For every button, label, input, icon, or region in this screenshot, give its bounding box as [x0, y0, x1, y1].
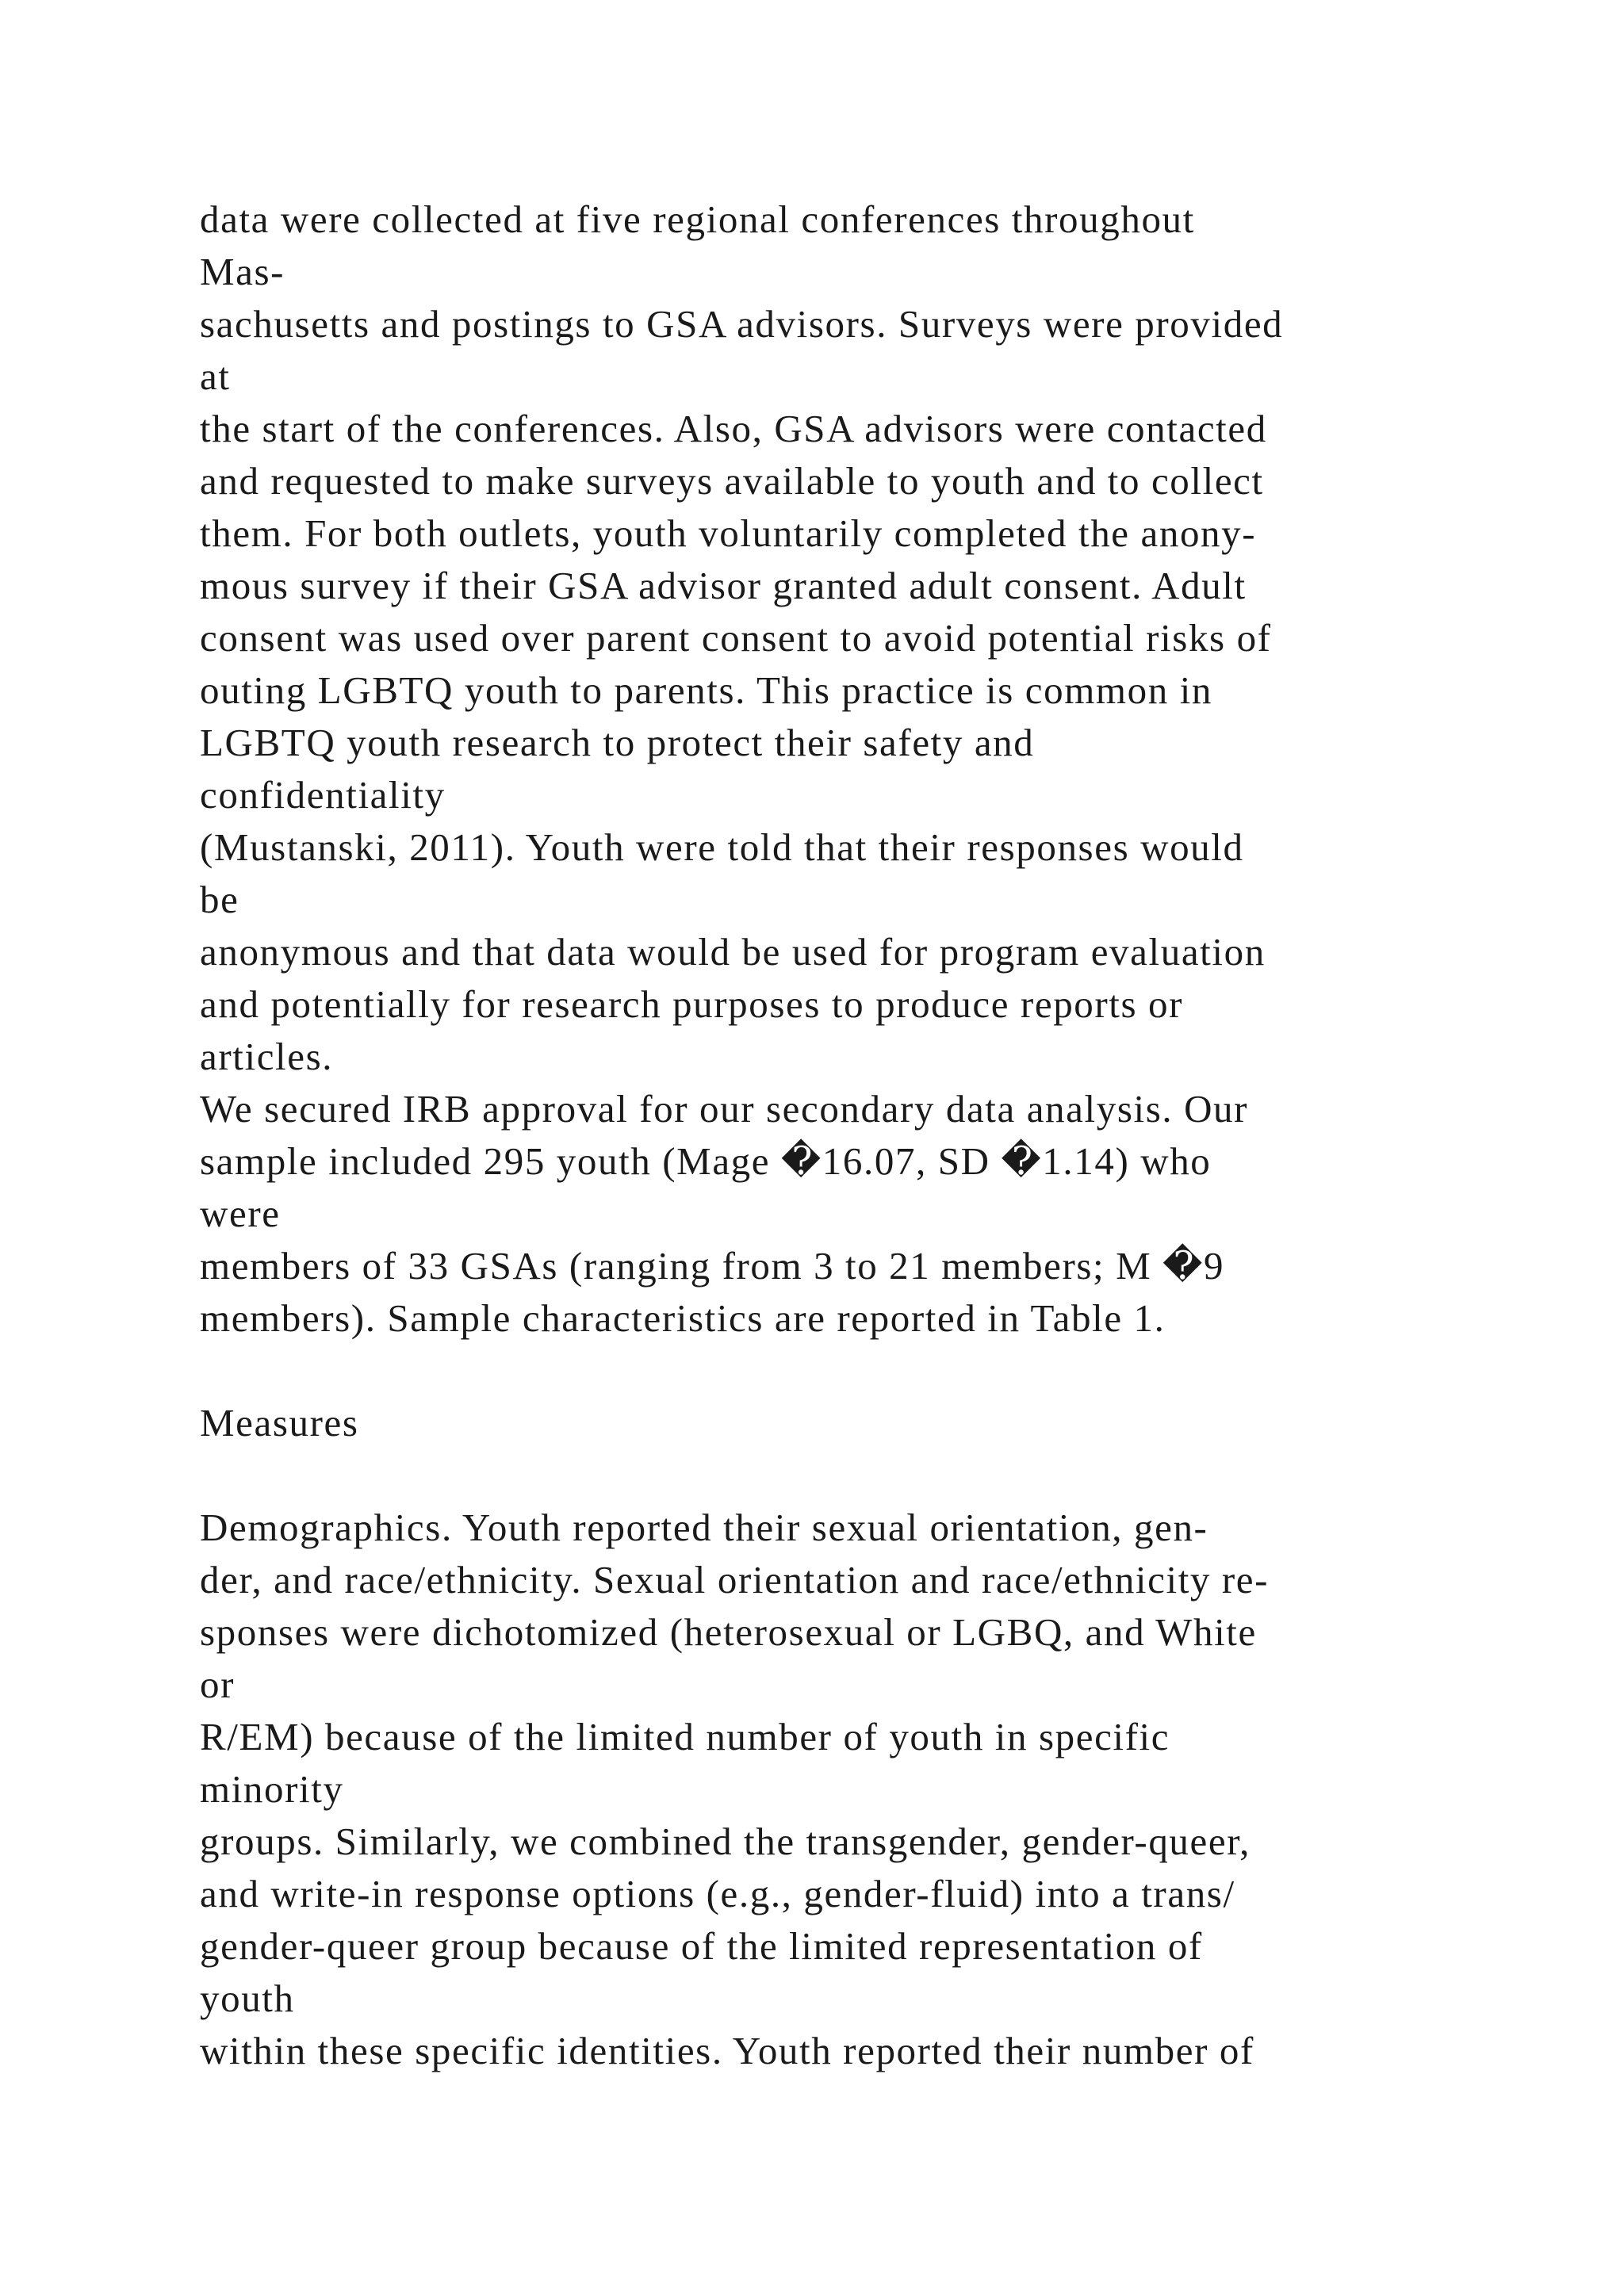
- blank-line: [200, 1345, 1548, 1397]
- text-line: (Mustanski, 2011). Youth were told that their responses would: [200, 825, 1244, 869]
- text-line: consent was used over parent consent to avoid potential risks of: [200, 616, 1272, 660]
- text-line: and write-in response options (e.g., gender-fluid) into a trans/: [200, 1872, 1235, 1915]
- text-line: mous survey if their GSA advisor granted adult consent. Adult: [200, 564, 1247, 607]
- text-line: sachusetts and postings to GSA advisors. Surveys were provided: [200, 302, 1284, 346]
- text-line: Demographics. Youth reported their sexual orientation, gen-: [200, 1506, 1208, 1549]
- text-line: sample included 295 youth (Mage �16.07, SD �1.14) who: [200, 1139, 1212, 1183]
- text-line: articles.: [200, 1035, 334, 1078]
- text-line: or: [200, 1663, 236, 1706]
- text-line: and requested to make surveys available to youth and to collect: [200, 459, 1264, 503]
- text-line: youth: [200, 1976, 295, 2020]
- text-line: der, and race/ethnicity. Sexual orientation and race/ethnicity re-: [200, 1558, 1270, 1601]
- text-line: members of 33 GSAs (ranging from 3 to 21 members; M �9: [200, 1244, 1225, 1288]
- text-line: sponses were dichotomized (heterosexual or LGBQ, and White: [200, 1610, 1257, 1654]
- text-line: confidentiality: [200, 773, 446, 817]
- text-line: outing LGBTQ youth to parents. This practice is common in: [200, 668, 1213, 712]
- text-line: within these specific identities. Youth reported their number of: [200, 2029, 1254, 2072]
- text-line: the start of the conferences. Also, GSA advisors were contacted: [200, 407, 1267, 450]
- text-line: LGBTQ youth research to protect their safety and: [200, 721, 1035, 764]
- text-line: them. For both outlets, youth voluntarily completed the anony-: [200, 511, 1257, 555]
- text-line: Mas-: [200, 250, 285, 293]
- text-line: gender-queer group because of the limited representation of: [200, 1924, 1203, 1968]
- text-line: We secured IRB approval for our secondary data analysis. Our: [200, 1087, 1249, 1131]
- body-text: [200, 193, 1548, 2077]
- text-line: anonymous and that data would be used for program evaluation: [200, 930, 1266, 974]
- text-line: be: [200, 878, 239, 921]
- text-line: were: [200, 1192, 281, 1235]
- blank-line: [200, 1449, 1548, 1502]
- text-line: data were collected at five regional conferences throughout: [200, 197, 1195, 241]
- text-line: members). Sample characteristics are reported in Table 1.: [200, 1296, 1166, 1340]
- text-line: minority: [200, 1767, 344, 1811]
- section-heading: Measures: [200, 1401, 359, 1445]
- text-line: and potentially for research purposes to produce reports or: [200, 982, 1184, 1026]
- text-line: R/EM) because of the limited number of youth in specific: [200, 1715, 1170, 1758]
- text-line: groups. Similarly, we combined the transgender, gender-queer,: [200, 1820, 1251, 1863]
- text-line: at: [200, 354, 231, 398]
